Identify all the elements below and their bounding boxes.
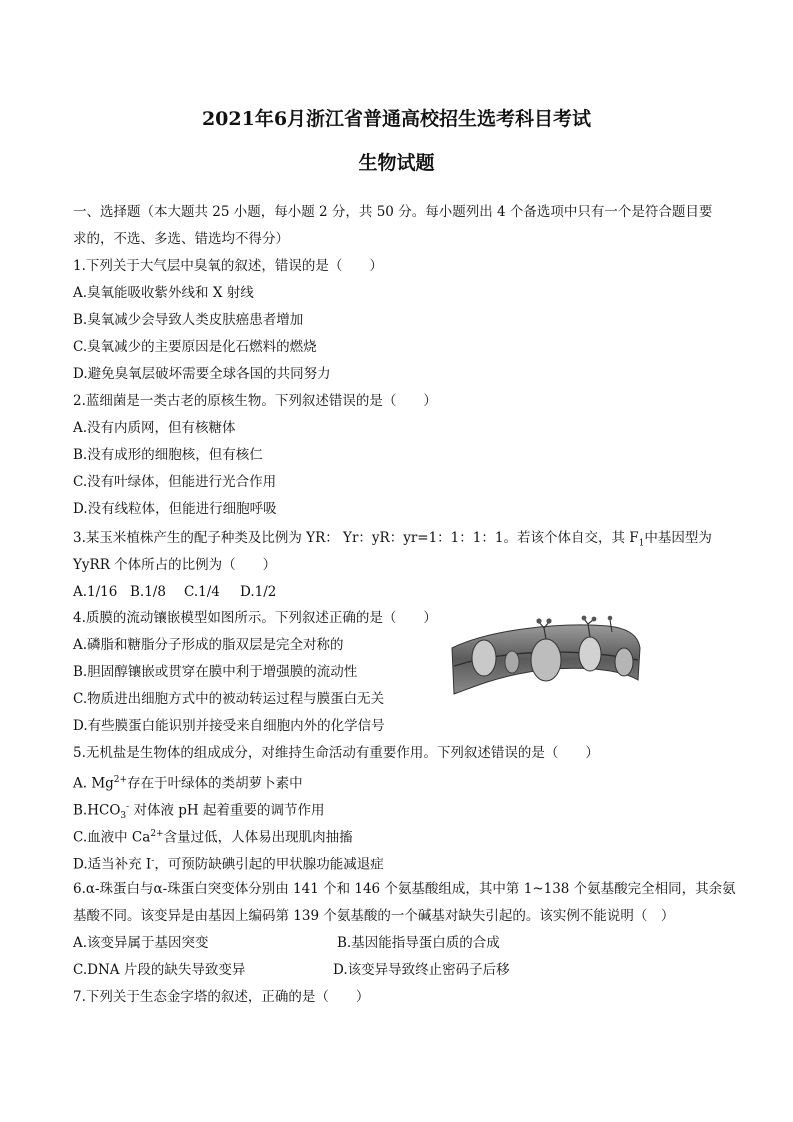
q7-stem: 7.下列关于生态金字塔的叙述，正确的是（ ） (73, 989, 370, 1005)
q3-option-c: C.1/4 (184, 584, 220, 600)
q3-stem-line2: YyRR 个体所占的比例为（ ） (73, 557, 277, 573)
q5-option-a: A. $Mg^{2+}$存在于叶绿体的类胡萝卜素中 (73, 775, 303, 792)
q3-option-d: D.1/2 (240, 584, 277, 600)
q4-option-b: B.胆固醇镶嵌或贯穿在膜中利于增强膜的流动性 (73, 664, 358, 680)
q5-stem: 5.无机盐是生物体的组成成分，对维持生命活动有重要作用。下列叙述错误的是（ ） (73, 745, 599, 761)
q2-option-b: B.没有成形的细胞核，但有核仁 (73, 447, 263, 463)
q6-stem-line2: 基酸不同。该变异是由基因上编码第 139 个氨基酸的一个碱基对缺失引起的。该实例不能说明（ ） (73, 908, 675, 924)
q6-option-c: C.DNA 片段的缺失导致变异 (73, 962, 246, 978)
q4-option-c: C.物质进出细胞方式中的被动转运过程与膜蛋白无关 (73, 691, 385, 707)
section-instructions-line2: 求的，不选、多选、错选均不得分） (73, 231, 289, 247)
section-instructions-line1: 一、选择题（本大题共 25 小题，每小题 2 分，共 50 分。每小题列出 4 个备选项中只有一个是符合题目要 (73, 204, 713, 220)
q4-stem: 4.质膜的流动镶嵌模型如图所示。下列叙述正确的是（ ） (73, 610, 437, 626)
q2-option-a: A.没有内质网，但有核糖体 (73, 420, 236, 436)
q5-option-c: C.血液中 $Ca^{2+}$含量过低，人体易出现肌肉抽搐 (73, 829, 353, 846)
page-subtitle: 生物试题 (358, 152, 435, 174)
q2-option-c: C.没有叶绿体，但能进行光合作用 (73, 474, 277, 490)
q6-option-d: D.该变异导致终止密码子后移 (333, 962, 510, 978)
q1-option-a: A.臭氧能吸收紫外线和 X 射线 (73, 285, 254, 301)
q6-stem-line1: 6.α-珠蛋白与α-珠蛋白突变体分别由 141 个和 146 个氨基酸组成，其中第 1~138 个氨基酸完全相同，其余氨 (73, 881, 736, 897)
q3-option-b: B.1/8 (130, 584, 166, 600)
q1-option-c: C.臭氧减少的主要原因是化石燃料的燃烧 (73, 339, 317, 355)
q4-option-a: A.磷脂和糖脂分子形成的脂双层是完全对称的 (73, 637, 344, 653)
page-title: 2021年6月浙江省普通高校招生选考科目考试 (201, 108, 592, 130)
q2-stem: 2.蓝细菌是一类古老的原核生物。下列叙述错误的是（ ） (73, 393, 437, 409)
q2-option-d: D.没有线粒体，但能进行细胞呼吸 (73, 501, 277, 517)
q6-option-a: A.该变异属于基因突变 (73, 935, 209, 951)
fluid-mosaic-membrane-figure (448, 608, 644, 702)
q1-option-d: D.避免臭氧层破坏需要全球各国的共同努力 (73, 366, 331, 382)
q6-option-b: B.基因能指导蛋白质的合成 (337, 935, 500, 951)
q3-stem: 3.某玉米植株产生的配子种类及比例为 YR： Yr：yR：yr=1：1：1：1。若该个体自交，其 $F_1$中基因型为 (73, 530, 712, 549)
q5-option-b: $B.HCO_3^-$ 对体液 pH 起着重要的调节作用 (73, 802, 325, 822)
q1-option-b: B.臭氧减少会导致人类皮肤癌患者增加 (73, 312, 304, 328)
q1-stem: 1.下列关于大气层中臭氧的叙述，错误的是（ ） (73, 258, 383, 274)
q5-option-d: D.适当补充 I-，可预防缺碘引起的甲状腺功能减退症 (73, 856, 384, 873)
q3-option-a: A.1/16 (73, 584, 118, 600)
q4-option-d: D.有些膜蛋白能识别并接受来自细胞内外的化学信号 (73, 718, 385, 734)
